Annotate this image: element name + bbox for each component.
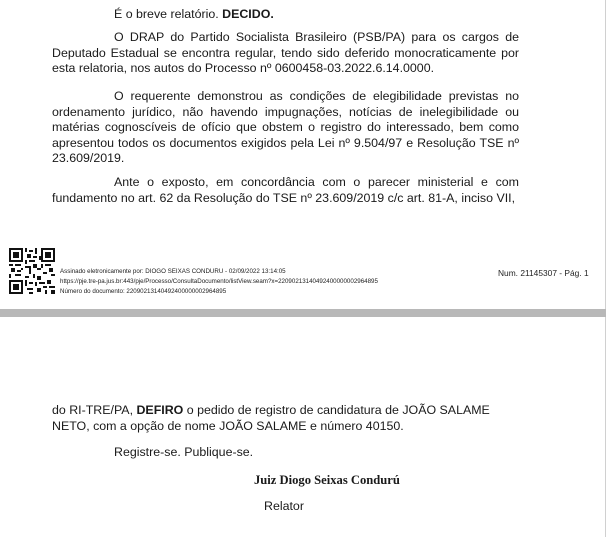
decision-line-1 xyxy=(52,403,490,417)
paragraph-drap-text: O DRAP do Partido Socialista Brasileiro (PSB/PA) para os cargos de Deputado Estadual se encontra regular, tendo sido deferido monocraticamente por esta relatoria, nos autos do Processo nº 0600458-03.2022.6.14.0000. xyxy=(52,30,519,76)
paragraph-conclusion xyxy=(52,175,519,206)
document-page-2 xyxy=(0,317,606,537)
paragraph-drap xyxy=(52,30,519,77)
document-url-link[interactable]: https://pje.tre-pa.jus.br:443/pje/Processo/ConsultaDocumento/listView.seam?x=22090213140492400000002964895 xyxy=(60,278,378,285)
paragraph-conclusion-text: Ante o exposto, em concordância com o parecer ministerial e com fundamento no art. 62 da Resolução do TSE nº 23.609/2019 c/c art. 81-A, inciso VII, xyxy=(52,175,519,205)
paragraph-requirements xyxy=(52,89,519,167)
decision-rest: o pedido de registro de candidatura de JOÃO SALAME xyxy=(186,403,490,417)
decision-line-2: NETO, com a opção de nome JOÃO SALAME e número 40150. xyxy=(52,419,404,433)
paragraph-requirements-text: O requerente demonstrou as condições de elegibilidade previstas no ordenamento jurídico, não havendo impugnações, notícias de inelegibilidade ou matérias cognoscíveis de ofício que obstem o registro do interessado, bem como apresentou todos os documentos exigidos pela Lei nº 9.504/97 e Resolução TSE nº 23.609/2019. xyxy=(52,89,519,166)
heading-bold-text: DECIDO. xyxy=(222,7,274,21)
decision-verdict: DEFIRO xyxy=(136,403,184,417)
judge-role: Relator xyxy=(264,499,304,513)
document-number: Número do documento: 22090213140492400000002964895 xyxy=(60,288,227,295)
qr-code-icon xyxy=(9,248,55,294)
report-closing-line xyxy=(114,7,274,21)
heading-text: É o breve relatório. xyxy=(114,7,219,21)
decision-prefix: do RI-TRE/PA, xyxy=(52,403,134,417)
registre-line: Registre-se. Publique-se. xyxy=(114,445,254,459)
page-number: Num. 21145307 - Pág. 1 xyxy=(498,268,589,278)
signature-info: Assinado eletronicamente por: DIOGO SEIXAS CONDURU - 02/09/2022 13:14:05 xyxy=(60,268,286,275)
page-separator xyxy=(0,309,606,317)
judge-name: Juiz Diogo Seixas Condurú xyxy=(254,473,400,487)
